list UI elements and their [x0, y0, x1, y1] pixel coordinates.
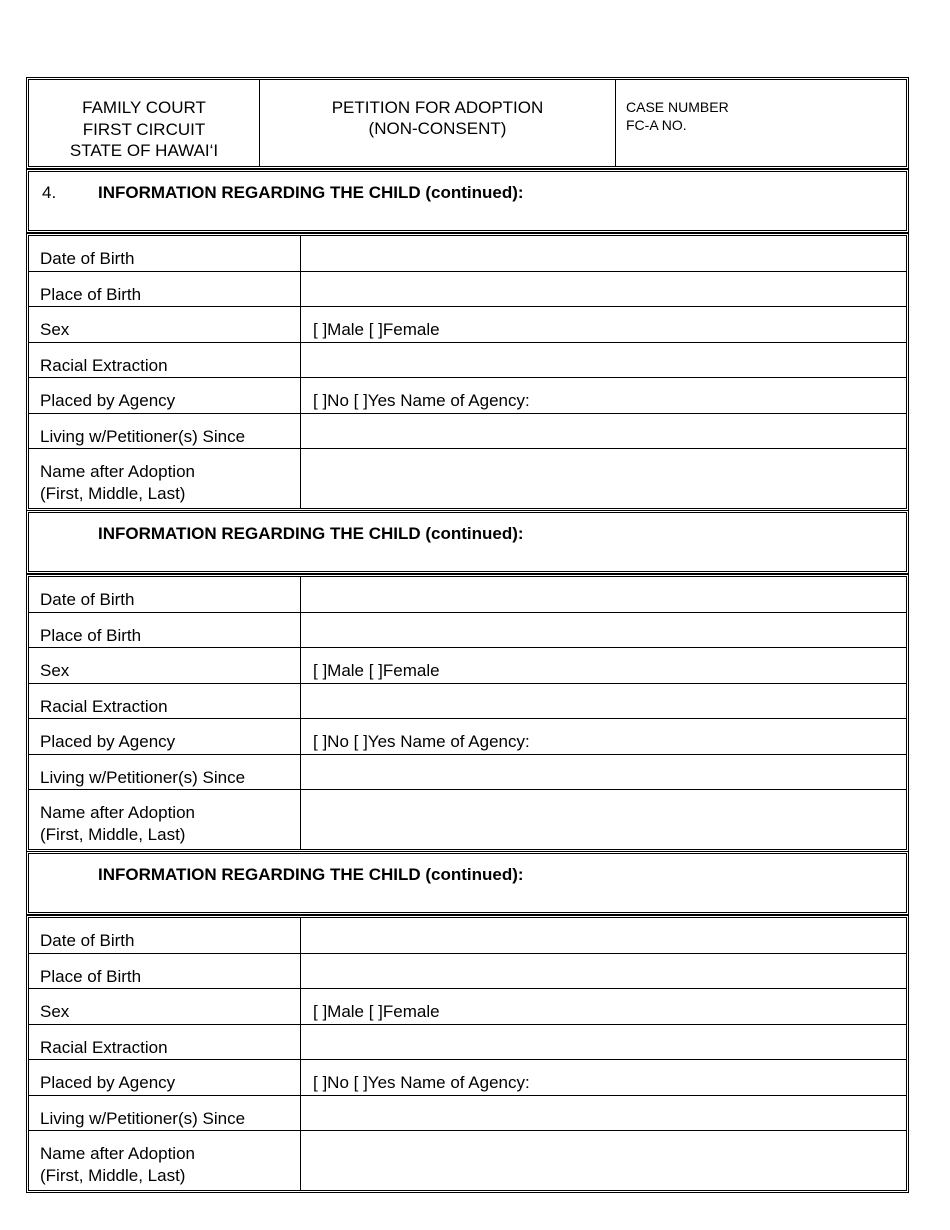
- field-label: Date of Birth: [40, 590, 135, 609]
- row-living-since[interactable]: [29, 413, 906, 448]
- agency-checkboxes[interactable]: [ ]No [ ]Yes Name of Agency:: [313, 732, 530, 751]
- court-state: STATE OF HAWAI‘I: [69, 141, 219, 160]
- field-label: Placed by Agency: [40, 1073, 176, 1092]
- field-label: Racial Extraction: [40, 1038, 168, 1057]
- case-number-label: CASE NUMBER: [626, 99, 729, 115]
- agency-checkboxes[interactable]: [ ]No [ ]Yes Name of Agency:: [313, 391, 530, 410]
- row-name-after-adoption[interactable]: [29, 448, 906, 508]
- form-title: [260, 80, 616, 166]
- field-label: Place of Birth: [40, 285, 142, 304]
- row-racial-extraction[interactable]: [29, 1024, 906, 1059]
- court-info: [29, 80, 260, 166]
- row-date-of-birth[interactable]: [29, 577, 906, 612]
- row-place-of-birth[interactable]: [29, 271, 906, 306]
- child-info-table: [26, 574, 909, 852]
- field-label-hint: (First, Middle, Last): [40, 484, 186, 503]
- court-circuit: FIRST CIRCUIT: [82, 119, 206, 139]
- form-title-line-2: (NON-CONSENT): [368, 119, 507, 138]
- field-label: Living w/Petitioner(s) Since: [40, 768, 246, 787]
- field-label: Racial Extraction: [40, 697, 168, 716]
- field-label: Sex: [40, 320, 70, 339]
- field-label: Racial Extraction: [40, 356, 168, 375]
- section-heading: [26, 851, 909, 915]
- section-title: INFORMATION REGARDING THE CHILD (continued):: [98, 183, 524, 202]
- field-label: Living w/Petitioner(s) Since: [40, 427, 246, 446]
- row-sex[interactable]: [29, 306, 906, 342]
- fca-number-label: FC-A NO.: [626, 117, 687, 133]
- row-name-after-adoption[interactable]: [29, 789, 906, 849]
- section-number: 4.: [42, 183, 57, 202]
- section-title: INFORMATION REGARDING THE CHILD (continued):: [98, 524, 524, 543]
- sex-checkboxes[interactable]: [ ]Male [ ]Female: [313, 320, 440, 339]
- row-date-of-birth[interactable]: [29, 236, 906, 271]
- section-title: INFORMATION REGARDING THE CHILD (continued):: [98, 865, 524, 884]
- field-label: Date of Birth: [40, 249, 135, 268]
- field-label: Name after Adoption: [40, 462, 195, 481]
- field-label: Placed by Agency: [40, 732, 176, 751]
- row-place-of-birth[interactable]: [29, 612, 906, 647]
- field-label-hint: (First, Middle, Last): [40, 1166, 186, 1185]
- row-living-since[interactable]: [29, 754, 906, 789]
- row-name-after-adoption[interactable]: [29, 1130, 906, 1190]
- agency-checkboxes[interactable]: [ ]No [ ]Yes Name of Agency:: [313, 1073, 530, 1092]
- row-racial-extraction[interactable]: [29, 342, 906, 377]
- field-label: Living w/Petitioner(s) Since: [40, 1109, 246, 1128]
- field-label: Name after Adoption: [40, 803, 195, 822]
- child-info-table: [26, 233, 909, 511]
- form-header: [26, 77, 909, 169]
- row-placed-by-agency[interactable]: [29, 1059, 906, 1095]
- row-sex[interactable]: [29, 988, 906, 1024]
- section-heading: [26, 169, 909, 233]
- field-label-hint: (First, Middle, Last): [40, 825, 186, 844]
- field-label: Sex: [40, 1002, 70, 1021]
- sex-checkboxes[interactable]: [ ]Male [ ]Female: [313, 1002, 440, 1021]
- field-label: Sex: [40, 661, 70, 680]
- section-heading: [26, 510, 909, 574]
- row-living-since[interactable]: [29, 1095, 906, 1130]
- case-number-box[interactable]: [616, 80, 906, 166]
- row-date-of-birth[interactable]: [29, 918, 906, 953]
- sex-checkboxes[interactable]: [ ]Male [ ]Female: [313, 661, 440, 680]
- row-placed-by-agency[interactable]: [29, 377, 906, 413]
- field-label: Placed by Agency: [40, 391, 176, 410]
- field-label: Place of Birth: [40, 626, 142, 645]
- court-name: FAMILY COURT: [82, 98, 206, 117]
- field-label: Name after Adoption: [40, 1144, 195, 1163]
- row-place-of-birth[interactable]: [29, 953, 906, 988]
- form-title-line-1: PETITION FOR ADOPTION: [331, 98, 544, 117]
- field-label: Place of Birth: [40, 967, 142, 986]
- row-placed-by-agency[interactable]: [29, 718, 906, 754]
- row-racial-extraction[interactable]: [29, 683, 906, 718]
- field-label: Date of Birth: [40, 931, 135, 950]
- row-sex[interactable]: [29, 647, 906, 683]
- child-info-table: [26, 915, 909, 1193]
